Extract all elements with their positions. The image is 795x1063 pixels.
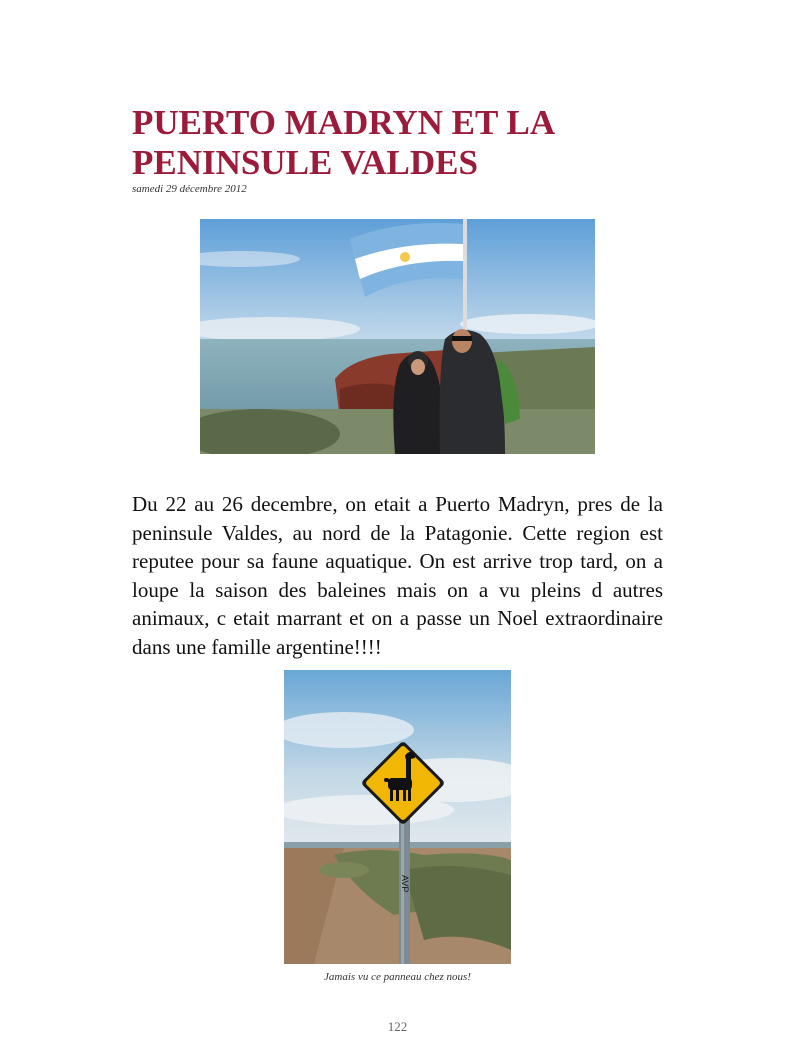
photo-caption: Jamais vu ce panneau chez nous! (324, 971, 471, 983)
sign-post-text: AVP (400, 875, 410, 893)
page-number: 122 (387, 1019, 408, 1034)
page-title: PUERTO MADRYN ET LA PENINSULE VALDES (132, 103, 554, 182)
article-body: Du 22 au 26 decembre, on etait a Puerto Madryn, pres de la peninsule Valdes, au nord de la Patagonie. Cette region est reputee pour sa faune aquatique. On est arrive trop tard, on a loupe la saison des baleines mais on a vu pleins d autres animaux, c etait marrant et on a passe un Noel extraordinaire dans une famille argentine!!!! (132, 492, 663, 659)
llama-sign-photo (284, 670, 511, 964)
post-date: samedi 29 décembre 2012 (132, 183, 247, 195)
couple-flag-photo (200, 219, 595, 454)
